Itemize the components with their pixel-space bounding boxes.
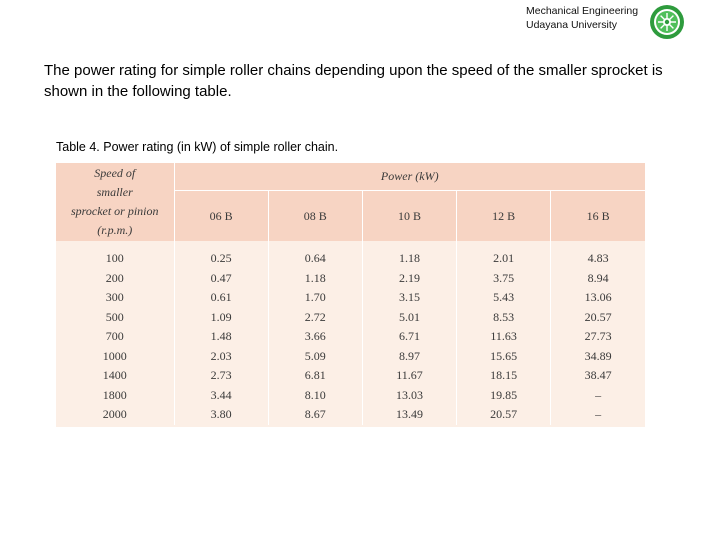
power-cell: 8.67 bbox=[268, 405, 362, 425]
speed-cell: 500 bbox=[56, 308, 174, 328]
chain-column-header: 06 B bbox=[174, 191, 268, 242]
table-row bbox=[56, 347, 645, 367]
power-cell: 0.61 bbox=[174, 288, 268, 308]
power-cell: 8.97 bbox=[362, 347, 456, 367]
power-cell: 2.01 bbox=[457, 241, 551, 269]
speed-cell: 300 bbox=[56, 288, 174, 308]
speed-column-header bbox=[56, 163, 174, 241]
speed-header-line: sprocket or pinion bbox=[70, 204, 159, 218]
table-row bbox=[56, 241, 645, 269]
power-cell: 5.01 bbox=[362, 308, 456, 328]
power-cell: 6.71 bbox=[362, 327, 456, 347]
power-cell: 2.19 bbox=[362, 269, 456, 289]
power-cell: 18.15 bbox=[457, 366, 551, 386]
power-cell: 20.57 bbox=[457, 405, 551, 425]
power-cell: 3.44 bbox=[174, 386, 268, 406]
power-rating-table bbox=[56, 163, 645, 425]
power-cell: 27.73 bbox=[584, 329, 612, 344]
power-cell: 3.15 bbox=[362, 288, 456, 308]
power-cell: 2.03 bbox=[174, 347, 268, 367]
power-cell: 5.43 bbox=[457, 288, 551, 308]
power-cell: 11.63 bbox=[457, 327, 551, 347]
power-rating-table-container bbox=[56, 163, 645, 427]
power-cell: 13.06 bbox=[584, 290, 612, 305]
power-cell: 13.03 bbox=[362, 386, 456, 406]
speed-header-line: (r.p.m.) bbox=[97, 223, 133, 237]
table-row bbox=[56, 386, 645, 406]
speed-header-line: smaller bbox=[96, 185, 133, 199]
speed-cell: 1400 bbox=[56, 366, 174, 386]
table-row bbox=[56, 327, 645, 347]
speed-cell: 700 bbox=[56, 327, 174, 347]
power-cell: 6.81 bbox=[268, 366, 362, 386]
power-cell: 1.18 bbox=[268, 269, 362, 289]
power-cell: 3.66 bbox=[268, 327, 362, 347]
institution-header bbox=[526, 4, 638, 32]
power-cell: 8.53 bbox=[457, 308, 551, 328]
speed-cell: 1800 bbox=[56, 386, 174, 406]
chain-column-header: 12 B bbox=[457, 191, 551, 242]
table-row bbox=[56, 269, 645, 289]
power-cell: 38.47 bbox=[584, 368, 612, 383]
power-cell: 34.89 bbox=[584, 348, 612, 363]
power-cell: 20.57 bbox=[584, 309, 612, 324]
table-body bbox=[56, 241, 645, 425]
power-cell: 8.10 bbox=[268, 386, 362, 406]
power-cell: 13.49 bbox=[362, 405, 456, 425]
department-name: Mechanical Engineering bbox=[526, 5, 639, 17]
power-group-header: Power (kW) bbox=[174, 163, 645, 191]
power-cell: 0.47 bbox=[174, 269, 268, 289]
speed-cell: 2000 bbox=[56, 405, 174, 425]
power-cell: – bbox=[595, 407, 602, 422]
speed-header-line: Speed of bbox=[94, 166, 136, 180]
table-row bbox=[56, 288, 645, 308]
speed-cell: 100 bbox=[56, 241, 174, 269]
power-cell: – bbox=[595, 387, 602, 402]
table-row bbox=[56, 405, 645, 425]
power-cell: 4.83 bbox=[587, 251, 609, 266]
power-cell: 1.70 bbox=[268, 288, 362, 308]
chain-column-header: 08 B bbox=[268, 191, 362, 242]
chain-column-header: 10 B bbox=[362, 191, 456, 242]
power-cell: 0.25 bbox=[174, 241, 268, 269]
power-cell: 8.94 bbox=[587, 270, 609, 285]
power-cell: 2.72 bbox=[268, 308, 362, 328]
power-cell: 19.85 bbox=[457, 386, 551, 406]
power-cell: 15.65 bbox=[457, 347, 551, 367]
power-cell: 5.09 bbox=[268, 347, 362, 367]
speed-cell: 200 bbox=[56, 269, 174, 289]
power-cell: 0.64 bbox=[268, 241, 362, 269]
power-cell: 11.67 bbox=[362, 366, 456, 386]
chain-column-header: 16 B bbox=[551, 191, 645, 242]
university-name: Udayana University bbox=[526, 19, 618, 31]
table-row bbox=[56, 366, 645, 386]
intro-paragraph: The power rating for simple roller chains depending upon the speed of the smaller sprocket is shown in the following table. bbox=[44, 62, 663, 100]
table-row bbox=[56, 308, 645, 328]
power-cell: 3.75 bbox=[457, 269, 551, 289]
power-cell: 1.48 bbox=[174, 327, 268, 347]
power-cell: 3.80 bbox=[174, 405, 268, 425]
power-cell: 1.09 bbox=[174, 308, 268, 328]
power-cell: 1.18 bbox=[362, 241, 456, 269]
power-cell: 2.73 bbox=[174, 366, 268, 386]
university-seal-icon bbox=[649, 4, 685, 40]
speed-cell: 1000 bbox=[56, 347, 174, 367]
table-caption: Table 4. Power rating (in kW) of simple roller chain. bbox=[56, 140, 339, 154]
